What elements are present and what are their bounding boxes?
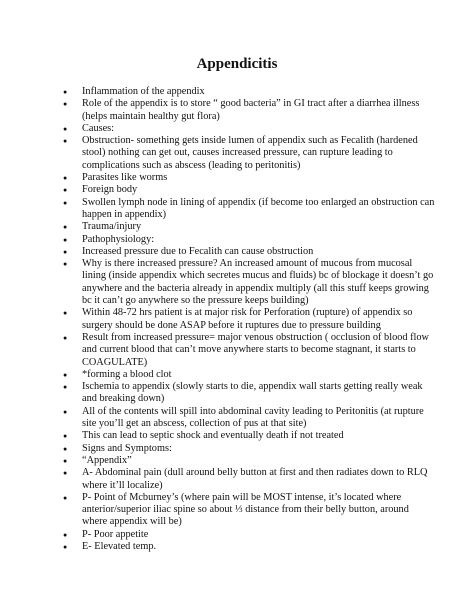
bullet-item: ● Swollen lymph node in lining of appendix (if become too enlarged an obstruction can happen in appendix) — [62, 197, 436, 222]
bullet-item: ● *forming a blood clot — [62, 369, 436, 381]
bullet-item: ● Causes: — [62, 123, 436, 135]
bullet-item: ● Pathophysiology: — [62, 234, 436, 246]
bullet-item: ● P- Poor appetite — [62, 529, 436, 541]
bullet-item: ● Role of the appendix is to store “ good bacteria” in GI tract after a diarrhea illness (helps maintain healthy gut flora) — [62, 98, 436, 123]
bullet-item: ● Increased pressure due to Fecalith can cause obstruction — [62, 246, 436, 258]
bullet-item: ● Within 48-72 hrs patient is at major risk for Perforation (rupture) of appendix so surgery should be done ASAP before it ruptures due to pressure building — [62, 307, 436, 332]
bullet-item: ● “Appendix” — [62, 455, 436, 467]
bullet-item: ● Foreign body — [62, 184, 436, 196]
bullet-item: ● Signs and Symptoms: — [62, 443, 436, 455]
bullet-item: ● A- Abdominal pain (dull around belly button at first and then radiates down to RLQ where it’ll localize) — [62, 467, 436, 492]
bullet-item: ● Trauma/injury — [62, 221, 436, 233]
bullet-item: ● Ischemia to appendix (slowly starts to die, appendix wall starts getting really weak and breaking down) — [62, 381, 436, 406]
bullet-item: ● Inflammation of the appendix — [62, 86, 436, 98]
bullet-item: ● This can lead to septic shock and eventually death if not treated — [62, 430, 436, 442]
bullet-item: ● All of the contents will spill into abdominal cavity leading to Peritonitis (at rupture site you’ll get an abscess, collection of pus at that site) — [62, 406, 436, 431]
bullet-item: ● Obstruction- something gets inside lumen of appendix such as Fecalith (hardened stool) nothing can get out, causes increased pressure, can rupture leading to complications such as abscess (leading to peritonitis) — [62, 135, 436, 172]
bullet-item: ● Parasites like worms — [62, 172, 436, 184]
bullet-item: ● E- Elevated temp. — [62, 541, 436, 553]
bullet-item: ● Why is there increased pressure? An increased amount of mucous from mucosal lining (inside appendix which secretes mucus and fluids) bc of blockage it doesn’t go anywhere and the bacteria already in appendix multiply (all this stuff keeps growing bc it can’t go anywhere so the pressure keeps building) — [62, 258, 436, 307]
document-title: Appendicitis — [196, 56, 278, 72]
bullet-list — [62, 86, 436, 553]
bullet-item: ● Result from increased pressure= major venous obstruction ( occlusion of blood flow and current blood that can’t move anywhere starts to become stagnant, it starts to COAGULATE) — [62, 332, 436, 369]
bullet-item: ● P- Point of Mcburney’s (where pain will be MOST intense, it’s located where anterior/superior iliac spine so about ⅓ distance from their belly button, around where appendix will be) — [62, 492, 436, 529]
